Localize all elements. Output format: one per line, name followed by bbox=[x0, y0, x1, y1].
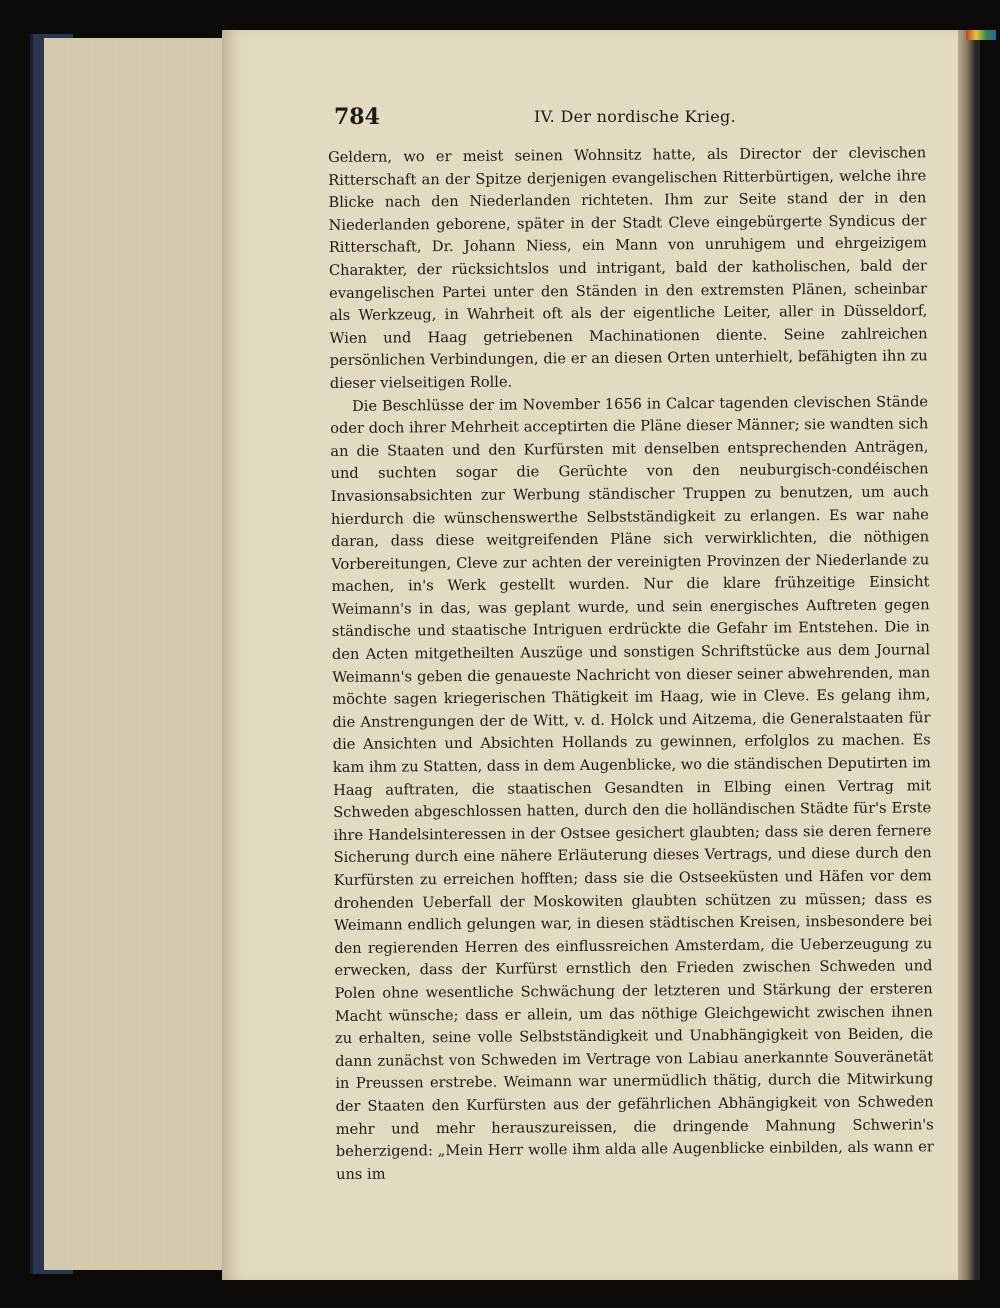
color-calibration-strip bbox=[966, 30, 996, 40]
page-header bbox=[334, 104, 934, 134]
body-text bbox=[328, 142, 934, 1186]
right-page-edge bbox=[958, 30, 980, 1280]
paragraph: Geldern, wo er meist seinen Wohnsitz hatte, als Director der clevischen Ritterschaft an der Spitze derjenigen evangelischen Ritterbürtigen, welche ihre Blicke nach den Niederlanden richteten. Ihm zur Seite stand der in den Niederlanden geborene, später in der Stadt Cleve eingebürgerte Syndicus der Ritterschaft, Dr. Johann Niess, ein Mann von unruhigem und ehrgeizigem Charakter, der rücksichtslos und intrigant, bald der katholischen, bald der evangelischen Partei unter den Ständen in den extremsten Plänen, scheinbar als Werkzeug, in Wahrheit oft als der eigentliche Leiter, aller in Düsseldorf, Wien und Haag getriebenen Machinationen diente. Seine zahlreichen persönlichen Verbindungen, die er an diesen Orten unterhielt, befähigten ihn zu dieser vielseitigen Rolle. bbox=[328, 144, 928, 392]
page-edges bbox=[44, 38, 224, 1270]
book-page bbox=[222, 30, 960, 1280]
running-title: IV. Der nordische Krieg. bbox=[534, 107, 736, 126]
page-number: 784 bbox=[334, 104, 380, 130]
paragraph: Die Beschlüsse der im November 1656 in Calcar tagenden clevischen Stände oder doch ihrer Mehrheit acceptirten die Pläne dieser Männer; sie wandten sich an die Staaten und den Kurfürsten mit denselben entsprechenden Anträgen, und suchten sogar die Gerüchte von den neuburgisch-condéischen Invasionsabsichten zur Werbung ständischer Truppen zu benutzen, um auch hierdurch die wünschenswerthe Selbstständigkeit zu erlangen. Es war nahe daran, dass diese weitgreifenden Pläne sich verwirklichten, die nöthigen Vorbereitungen, Cleve zur achten der vereinigten Provinzen der Niederlande zu machen, in's Werk gestellt wurden. Nur die klare frühzeitige Einsicht Weimann's in das, was geplant wurde, und sein energisches Auftreten gegen ständische und staatische Intriguen erdrückte die Gefahr im Entstehen. Die in den Acten mitgetheilten Auszüge und sonstigen Schriftstücke aus dem Journal Weimann's geben die genaueste Nachricht von dieser seiner abwehrenden, man möchte sagen kriegerischen Thätigkeit im Haag, wie in Cleve. Es gelang ihm, die Anstrengungen der de Witt, v. d. Holck und Aitzema, die Generalstaaten für die Ansichten und Absichten Hollands zu gewinnen, erfolglos zu machen. Es kam ihm zu Statten, dass in dem Augenblicke, wo die ständischen Deputirten im Haag auftraten, die staatischen Gesandten in Elbing einen Vertrag mit Schweden abgeschlossen hatten, durch den die holländischen Städte für's Erste ihre Handelsinteressen in der Ostsee gesichert glaubten; dass sie deren fernere Sicherung durch eine nähere Erläuterung dieses Vertrags, und diese durch den Kurfürsten zu erreichen hofften; dass sie die Ostseeküsten und Häfen vor dem drohenden Ueberfall der Moskowiten glaubten schützen zu müssen; dass es Weimann endlich gelungen war, in diesen städtischen Kreisen, insbesondere bei den regierenden Herren des einflussreichen Amsterdam, die Ueberzeugung zu erwecken, dass der Kurfürst ernstlich den Frieden zwischen Schweden und Polen ohne wesentliche Schwächung der letzteren und Stärkung der ersteren Macht wünsche; dass er allein, um das nöthige Gleichgewicht zwischen ihnen zu erhalten, seine volle Selbstständigkeit und Unabhängigkeit von Beiden, die dann zunächst von Schweden im Vertrage von Labiau anerkannte Souveränetät in Preussen erstrebe. Weimann war unermüdlich thätig, durch die Mitwirkung der Staaten den Kurfürsten aus der gefährlichen Abhängigkeit von Schweden mehr und mehr herauszureissen, die dringende Mahnung Schwerin's beherzigend: „Mein Herr wolle ihm alda alle Augenblicke einbilden, als wann er uns im bbox=[330, 392, 934, 1183]
